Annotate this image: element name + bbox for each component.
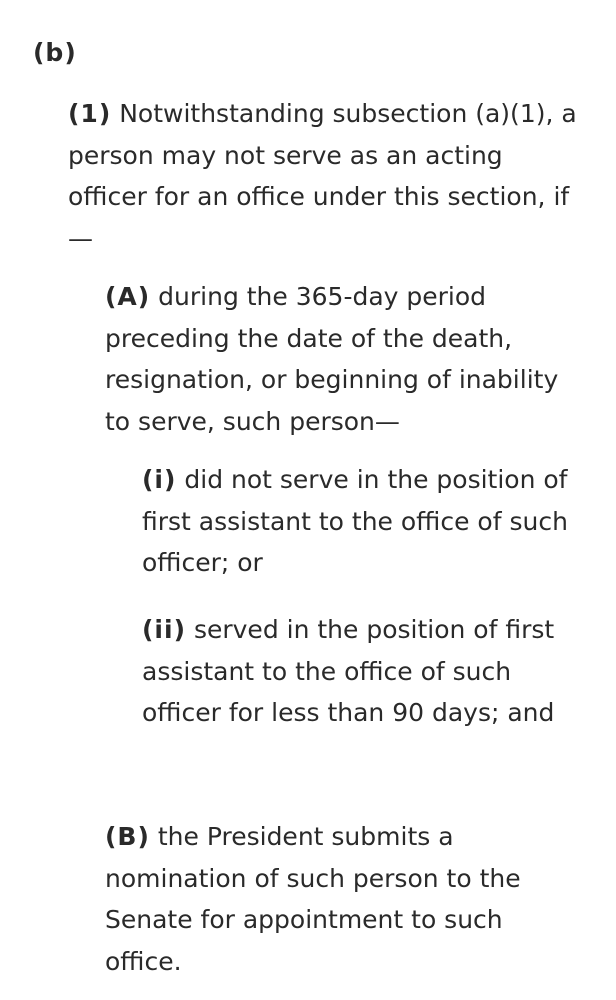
- paragraph-1-text: Notwithstanding subsection (a)(1), a person may not serve as an acting officer for an office under this section, if—: [68, 99, 577, 253]
- subparagraph-a: [105, 276, 585, 442]
- clause-i-marker: (i): [142, 465, 177, 494]
- clause-i-text: did not serve in the position of first assistant to the office of such officer; or: [142, 465, 568, 577]
- subparagraph-b: [105, 816, 585, 982]
- paragraph-1-marker: (1): [68, 99, 112, 128]
- clause-ii-marker: (ii): [142, 615, 186, 644]
- paragraph-1: [68, 93, 588, 259]
- clause-ii-text: served in the position of first assistant to the office of such officer for less than 90 days; and: [142, 615, 555, 727]
- clause-ii: [142, 609, 582, 734]
- subparagraph-a-marker: (A): [105, 282, 151, 311]
- subparagraph-b-text: the President submits a nomination of such person to the Senate for appointment to such office.: [105, 822, 521, 976]
- section-b-marker: (b): [33, 38, 77, 67]
- clause-i: [142, 459, 582, 584]
- subparagraph-b-marker: (B): [105, 822, 150, 851]
- subparagraph-a-text: during the 365-day period preceding the date of the death, resignation, or beginning of inability to serve, such person—: [105, 282, 559, 436]
